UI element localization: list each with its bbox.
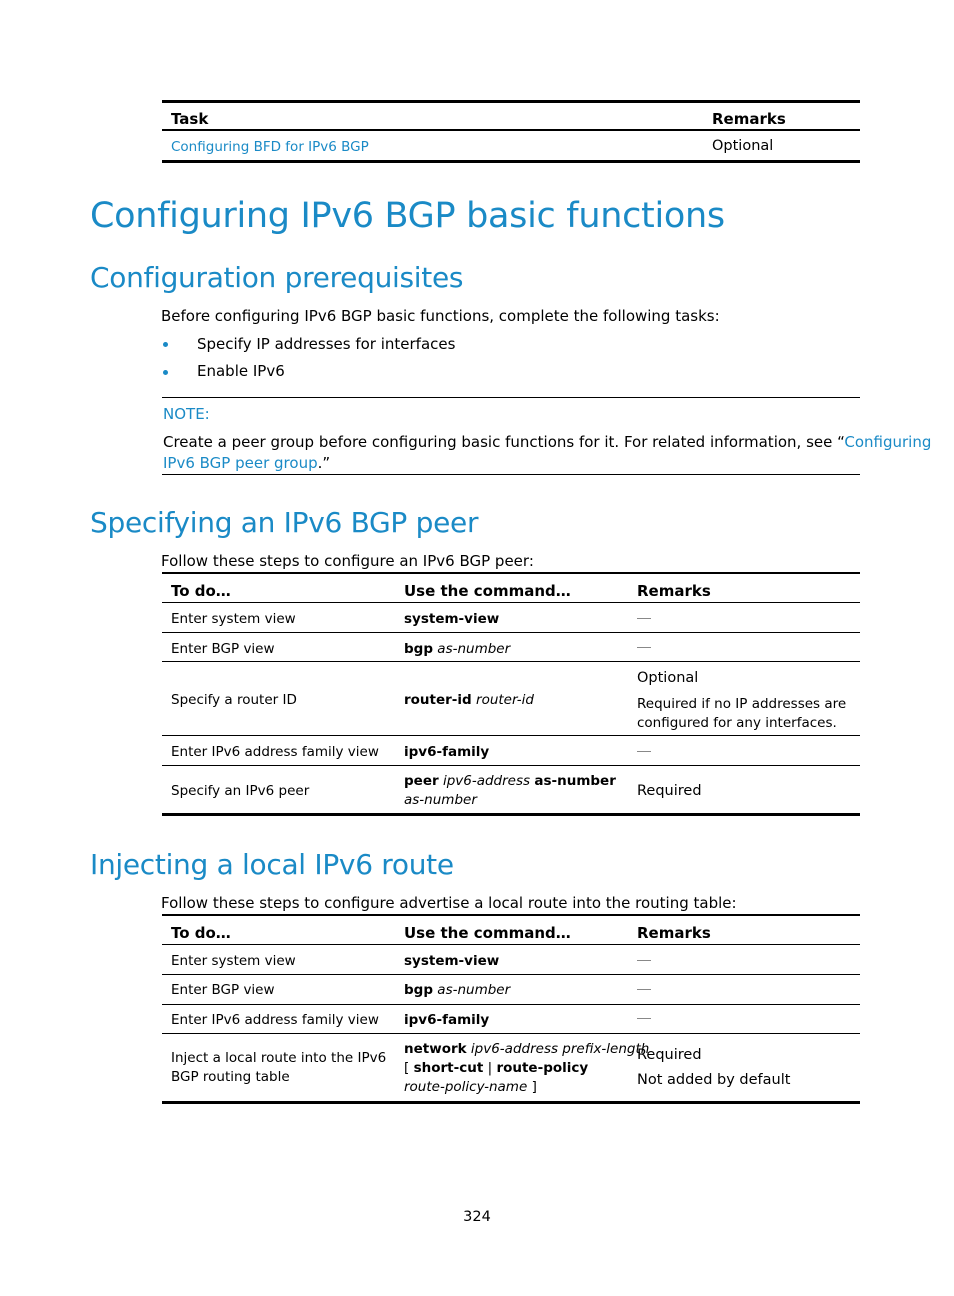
peer-row5-todo: Specify an IPv6 peer <box>171 783 310 799</box>
inject-header-remarks: Remarks <box>637 924 711 942</box>
inject-row4-todo-line2: BGP routing table <box>171 1069 290 1085</box>
note-text: Create a peer group before configuring basic functions for it. For related information, see “ <box>163 433 845 451</box>
inject-header-command: Use the command… <box>404 924 571 942</box>
inject-row2-remark-dash <box>637 989 651 990</box>
note-text-line1 <box>163 433 931 451</box>
row-divider <box>162 765 860 766</box>
peer-row2-remark-dash <box>637 647 651 648</box>
inject-row1-todo: Enter system view <box>171 953 296 969</box>
peer-row2-todo: Enter BGP view <box>171 641 275 657</box>
peer-row4-remark-dash <box>637 751 651 752</box>
peer-header-command: Use the command… <box>404 582 571 600</box>
note-bottom-rule <box>162 474 860 475</box>
page-title: Configuring IPv6 BGP basic functions <box>90 196 725 236</box>
heading-specifying-peer: Specifying an IPv6 BGP peer <box>90 506 479 539</box>
table-header-divider <box>162 129 860 131</box>
peer-row1-remark-dash <box>637 618 651 619</box>
peer-header-divider <box>162 602 860 603</box>
note-label: NOTE: <box>163 405 210 423</box>
inject-row3-command: ipv6-family <box>404 1012 490 1028</box>
note-text-line2 <box>163 454 330 472</box>
inject-row4-remark1: Required <box>637 1047 702 1063</box>
inject-row4-command-line2: [ short-cut | route-policy <box>404 1060 589 1076</box>
inject-header-divider <box>162 944 860 945</box>
note-top-rule <box>162 397 860 398</box>
peer-row5-command-line2: as-number <box>404 792 477 808</box>
peer-header-todo: To do… <box>171 582 231 600</box>
top-table-header-task: Task <box>171 110 209 128</box>
inject-header-todo: To do… <box>171 924 231 942</box>
peer-row3-todo: Specify a router ID <box>171 692 297 708</box>
inject-row1-remark-dash <box>637 960 651 961</box>
peer-row5-command-line1: peer ipv6-address as-number <box>404 773 616 789</box>
bullet-icon <box>163 342 168 347</box>
peer-row3-remark2: Required if no IP addresses are <box>637 696 847 712</box>
inject-row4-remark2: Not added by default <box>637 1072 791 1088</box>
peer-table-bottom-border <box>162 813 860 816</box>
inject-row3-todo: Enter IPv6 address family view <box>171 1012 379 1028</box>
heading-configuration-prerequisites: Configuration prerequisites <box>90 261 464 294</box>
inject-row3-remark-dash <box>637 1018 651 1019</box>
note-text-end: .” <box>317 454 331 472</box>
inject-row4-command-line3: route-policy-name ] <box>404 1079 537 1095</box>
inject-row1-command: system-view <box>404 953 500 969</box>
peer-row5-remark: Required <box>637 783 702 799</box>
row-divider <box>162 632 860 633</box>
row-divider <box>162 661 860 662</box>
inject-table-top-border <box>162 914 860 916</box>
peer-header-remarks: Remarks <box>637 582 711 600</box>
row-divider <box>162 1004 860 1005</box>
inject-row2-todo: Enter BGP view <box>171 982 275 998</box>
heading-injecting-route: Injecting a local IPv6 route <box>90 848 454 881</box>
peer-row2-command: bgp as-number <box>404 641 511 657</box>
peer-row3-command: router-id router-id <box>404 692 534 708</box>
row-divider <box>162 1033 860 1034</box>
link-configuring-bfd[interactable]: Configuring BFD for IPv6 BGP <box>171 139 369 155</box>
top-table-header-remarks: Remarks <box>712 110 786 128</box>
inject-row4-todo-line1: Inject a local route into the IPv6 <box>171 1050 387 1066</box>
row-divider <box>162 735 860 736</box>
bullet-icon <box>163 370 168 375</box>
top-table-remark: Optional <box>712 138 774 154</box>
table-top-border <box>162 100 860 103</box>
prereq-bullet-1: Specify IP addresses for interfaces <box>197 335 456 353</box>
peer-row3-remark3: configured for any interfaces. <box>637 715 837 731</box>
row-divider <box>162 974 860 975</box>
peer-row1-command: system-view <box>404 611 500 627</box>
prereq-intro: Before configuring IPv6 BGP basic functions, complete the following tasks: <box>161 307 720 325</box>
peer-table-top-border <box>162 572 860 574</box>
prereq-bullet-2: Enable IPv6 <box>197 362 285 380</box>
table-bottom-border <box>162 160 860 163</box>
peer-row1-todo: Enter system view <box>171 611 296 627</box>
peer-row4-todo: Enter IPv6 address family view <box>171 744 379 760</box>
inject-row4-command-line1: network ipv6-address prefix-length <box>404 1041 650 1057</box>
peer-row3-remark1: Optional <box>637 670 699 686</box>
link-configuring-peer-group[interactable]: Configuring <box>844 433 932 451</box>
inject-intro: Follow these steps to configure advertise a local route into the routing table: <box>161 894 737 912</box>
peer-row4-command: ipv6-family <box>404 744 490 760</box>
peer-intro: Follow these steps to configure an IPv6 BGP peer: <box>161 552 534 570</box>
inject-table-bottom-border <box>162 1101 860 1104</box>
inject-row2-command: bgp as-number <box>404 982 511 998</box>
link-configuring-peer-group-cont[interactable]: IPv6 BGP peer group <box>163 454 318 472</box>
page-number: 324 <box>463 1209 491 1225</box>
